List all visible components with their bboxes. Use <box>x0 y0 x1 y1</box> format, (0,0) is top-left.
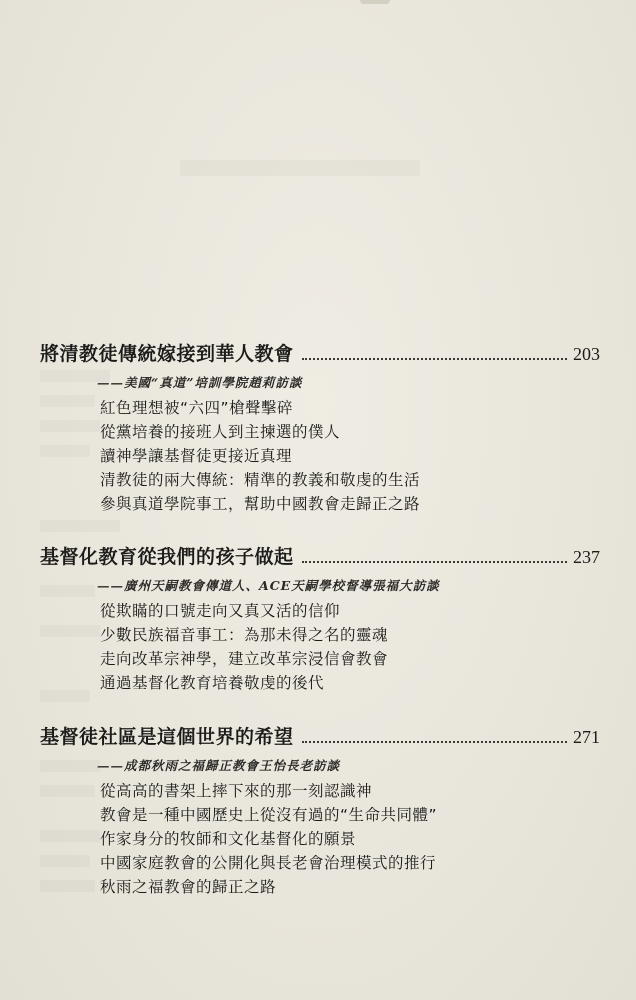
page-number: 237 <box>573 547 600 567</box>
show-through-mark <box>40 785 95 797</box>
section-heading: 讀神學讓基督徒更接近真理 <box>100 447 293 465</box>
show-through-mark <box>40 445 90 457</box>
dot-leader <box>302 561 567 563</box>
chapter-title: 將清教徒傳統嫁接到華人教會 <box>40 343 294 365</box>
interview-subtitle: ——廣州天嗣教會傳道人、ACE天嗣學校督導張福大訪談 <box>97 578 440 593</box>
show-through-mark <box>40 880 95 892</box>
section-heading: 從高高的書架上摔下來的那一刻認識神 <box>100 782 373 800</box>
section-heading: 從欺瞞的口號走向又真又活的信仰 <box>100 602 341 620</box>
page-edge-mark <box>360 0 390 4</box>
toc-title-row[interactable] <box>40 723 600 749</box>
show-through-mark <box>40 690 90 702</box>
show-through-mark <box>40 420 100 432</box>
section-heading: 紅色理想被“六四”槍聲擊碎 <box>100 399 294 417</box>
chapter-title: 基督徒社區是這個世界的希望 <box>40 726 294 748</box>
section-heading: 作家身分的牧師和文化基督化的願景 <box>100 830 357 848</box>
section-heading: 少數民族福音事工：為那未得之名的靈魂 <box>100 626 389 644</box>
section-heading: 參與真道學院事工，幫助中國教會走歸正之路 <box>100 495 421 513</box>
show-through-mark <box>40 760 100 772</box>
show-through-mark <box>40 585 95 597</box>
show-through-mark <box>40 395 95 407</box>
dot-leader <box>302 741 567 743</box>
section-heading: 中國家庭教會的公開化與長老會治理模式的推行 <box>100 854 437 872</box>
interview-subtitle: ——美國“真道”培訓學院趙莉訪談 <box>97 375 303 390</box>
show-through-mark <box>180 160 420 176</box>
section-heading: 從黨培養的接班人到主揀選的僕人 <box>100 423 341 441</box>
show-through-mark <box>40 830 100 842</box>
section-heading: 通過基督化教育培養敬虔的後代 <box>100 674 325 692</box>
section-heading: 秋雨之福教會的歸正之路 <box>100 878 277 896</box>
show-through-mark <box>40 520 120 532</box>
show-through-mark <box>40 855 90 867</box>
show-through-mark <box>40 625 100 637</box>
page-number: 203 <box>573 344 600 364</box>
toc-title-row[interactable] <box>40 340 600 366</box>
section-heading: 清教徒的兩大傳統：精準的教義和敬虔的生活 <box>100 471 421 489</box>
dot-leader <box>302 358 567 360</box>
section-heading: 走向改革宗神學，建立改革宗浸信會教會 <box>100 650 389 668</box>
interview-subtitle: ——成都秋雨之福歸正教會王怡長老訪談 <box>97 758 341 773</box>
page-number: 271 <box>573 727 600 747</box>
chapter-title: 基督化教育從我們的孩子做起 <box>40 546 294 568</box>
section-heading: 教會是一種中國歷史上從沒有過的“生命共同體” <box>100 806 438 824</box>
toc-title-row[interactable] <box>40 543 600 569</box>
